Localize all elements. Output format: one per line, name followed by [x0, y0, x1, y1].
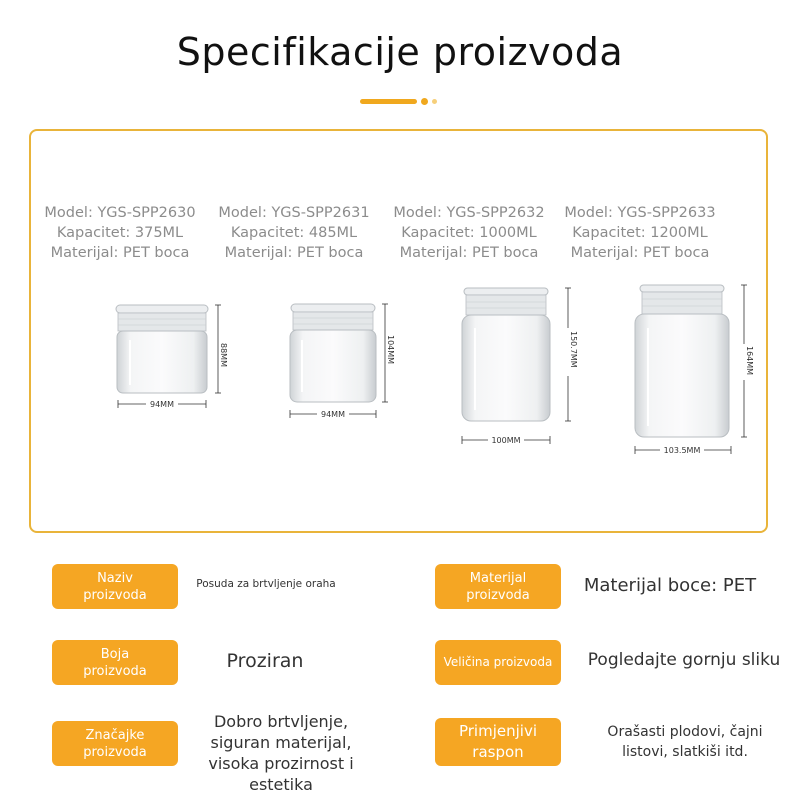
page-title: Specifikacije proizvoda — [176, 30, 624, 74]
label-application-range: Primjenjivi raspon — [435, 718, 561, 766]
spec-material: Materijal: PET boca — [224, 245, 364, 261]
spec-block-2632 — [389, 203, 549, 263]
value-product-color: Proziran — [226, 650, 304, 672]
value-product-size: Pogledajte gornju sliku — [587, 650, 781, 670]
spec-material: Materijal: PET boca — [50, 245, 190, 261]
spec-block-2631 — [214, 203, 374, 263]
value-product-name: Posuda za brtvljenje oraha — [196, 578, 336, 590]
label-product-material: Materijal proizvoda — [435, 564, 561, 609]
spec-capacity: Kapacitet: 485ML — [230, 225, 358, 241]
jar-image-2631 — [285, 300, 405, 430]
label-product-size: Veličina proizvoda — [435, 640, 561, 685]
jar-height-label: 164MM — [745, 346, 754, 376]
jar-height-label: 150.7MM — [569, 331, 578, 368]
jar-image-2630 — [110, 300, 230, 420]
spec-material: Materijal: PET boca — [570, 245, 710, 261]
value-application-range: Orašasti plodovi, čajni listovi, slatkiši itd. — [607, 724, 763, 760]
spec-block-2630 — [40, 203, 200, 263]
spec-block-2633 — [560, 203, 720, 263]
jar-image-2633 — [630, 282, 755, 462]
spec-model: Model: YGS-SPP2630 — [44, 205, 196, 221]
jar-height-label: 88MM — [219, 343, 228, 367]
label-product-features: Značajke proizvoda — [52, 721, 178, 766]
jar-width-label: 103.5MM — [663, 446, 701, 455]
spec-model: Model: YGS-SPP2633 — [564, 205, 716, 221]
value-product-features: Dobro brtvljenje, siguran materijal, visoka prozirnost i estetika — [208, 712, 354, 794]
spec-model: Model: YGS-SPP2631 — [218, 205, 370, 221]
label-product-name: Naziv proizvoda — [52, 564, 178, 609]
jar-width-label: 94MM — [150, 400, 174, 409]
jar-image-2632 — [456, 284, 581, 454]
jar-height-label: 104MM — [386, 335, 395, 365]
title-divider — [360, 98, 450, 106]
value-product-material: Materijal boce: PET — [583, 575, 757, 596]
spec-capacity: Kapacitet: 1200ML — [572, 225, 708, 241]
jar-width-label: 100MM — [491, 436, 521, 445]
label-product-color: Boja proizvoda — [52, 640, 178, 685]
spec-capacity: Kapacitet: 1000ML — [401, 225, 537, 241]
spec-material: Materijal: PET boca — [399, 245, 539, 261]
jar-width-label: 94MM — [321, 410, 345, 419]
spec-capacity: Kapacitet: 375ML — [56, 225, 184, 241]
spec-model: Model: YGS-SPP2632 — [393, 205, 545, 221]
